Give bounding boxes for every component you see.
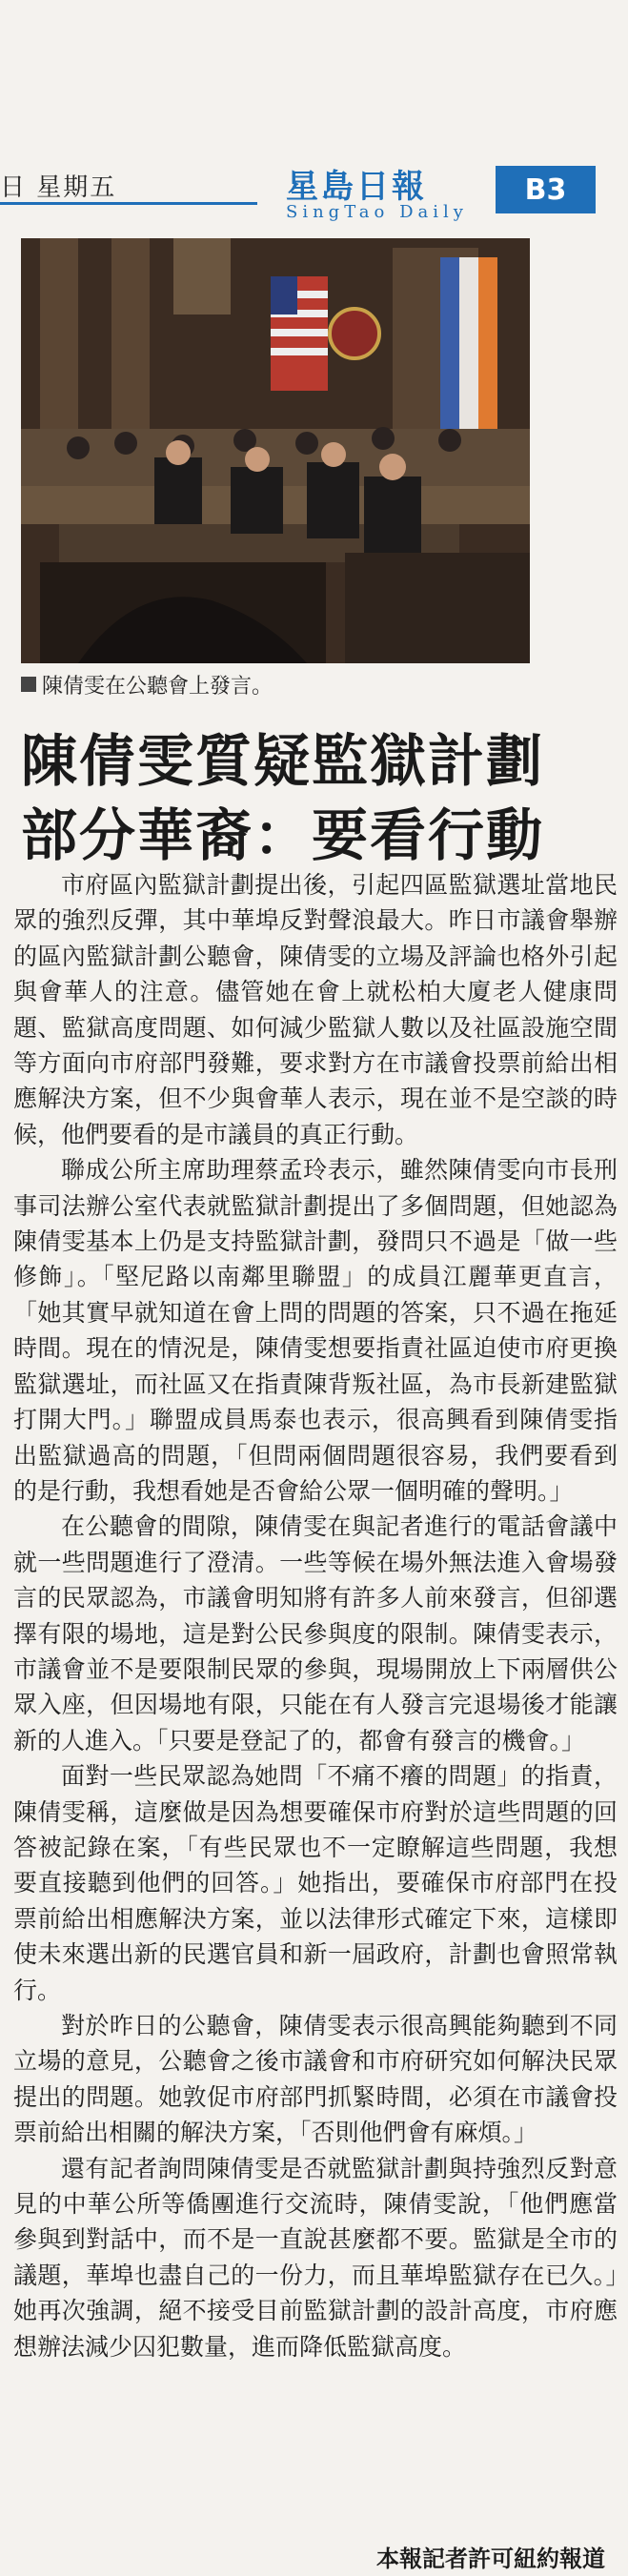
seal-icon [330,309,379,358]
article-paragraph: 在公聽會的間隙，陳倩雯在與記者進行的電話會議中就一些問題進行了澄清。一些等候在場外無法進入會場發言的民眾認為，市議會明知將有許多人前來發言，但卻選擇有限的場地，這是對公民參與度的限制。陳倩雯表示，市議會並不是要限制民眾的參與，現場開放上下兩層供公眾入座，但因場地有限，只能在有人發言完退場後才能讓新的人進入。「只要是登記了的，都會有發言的機會。」 [13,1512,618,1755]
paper-latin-name: SingTao Daily [286,202,468,222]
article-paragraph: 聯成公所主席助理蔡孟玲表示，雖然陳倩雯向市長刑事司法辦公室代表就監獄計劃提出了多個問題，但她認為陳倩雯基本上仍是支持監獄計劃，發問只不過是「做一些修飾」。「堅尼路以南鄰里聯盟」的成員江麗華更直言，「她其實早就知道在會上問的問題的答案，只不過在拖延時間。現在的情況是，陳倩雯想要指責社區迫使市府更換監獄選址，而社區又在指責陳背叛社區，為市長新建監獄打開大門。」聯盟成員馬泰也表示，很高興看到陳倩雯指出監獄過高的問題，「但問兩個問題很容易，我們要看到的是行動，我想看她是否會給公眾一個明確的聲明。」 [13,1156,618,1505]
headline [21,724,607,873]
article-paragraph: 還有記者詢問陳倩雯是否就監獄計劃與持強烈反對意見的中華公所等僑團進行交流時，陳倩雯說，「他們應當參與到對話中，而不是一直說甚麼都不要。監獄是全市的議題，華埠也盡自己的一份力，而且華埠監獄存在已久。」她再次強調，絕不接受目前監獄計劃的設計高度，市府應想辦法減少囚犯數量，進而降低監獄高度。 [13,2154,618,2361]
article-body [13,867,618,2364]
article-paragraph: 面對一些民眾認為她問「不痛不癢的問題」的指責，陳倩雯稱，這麼做是因為想要確保市府對於這些問題的回答被記錄在案，「有些民眾也不一定瞭解這些問題，我想要直接聽到他們的回答。」她指出，要確保市府部門在投票前給出相應解決方案，並以法律形式確定下來，這樣即使未來選出新的民選官員和新一屆政府，計劃也會照常執行。 [13,1762,618,2004]
meeting-photo [21,238,530,663]
nyc-flag-icon [440,257,497,438]
headline-line-2: 部分華裔：要看行動 [21,802,545,868]
header-rule [0,202,257,205]
headline-line-1: 陳倩雯質疑監獄計劃 [21,728,545,794]
photo-caption [21,667,530,701]
caption-text: 陳倩雯在公聽會上發言。 [42,674,273,699]
caption-marker-icon [21,677,36,692]
us-flag-icon [271,276,328,391]
article-paragraph: 對於昨日的公聽會，陳倩雯表示很高興能夠聽到不同立場的意見，公聽會之後市議會和市府研究如何解決民眾提出的問題。她敦促市府部門抓緊時間，必須在市議會投票前給出相關的解決方案，「否則他們會有麻煩。」 [13,2012,618,2147]
date-fragment: 日 星期五 [0,173,117,202]
page-number-badge: B3 [496,166,596,213]
article-paragraph: 市府區內監獄計劃提出後，引起四區監獄選址當地民眾的強烈反彈，其中華埠反對聲浪最大。昨日市議會舉辦的區內監獄計劃公聽會，陳倩雯的立場及評論也格外引起與會華人的注意。儘管她在會上就松柏大廈老人健康問題、監獄高度問題、如何減少監獄人數以及社區設施空間等方面向市府部門發難，要求對方在市議會投票前給出相應解決方案，但不少與會華人表示，現在並不是空談的時候，他們要看的是市議員的真正行動。 [13,871,618,1148]
newspaper-header [0,0,628,222]
paper-name: 星島日報 [286,168,427,206]
byline: 本報記者許可紐約報道 [376,2546,605,2572]
